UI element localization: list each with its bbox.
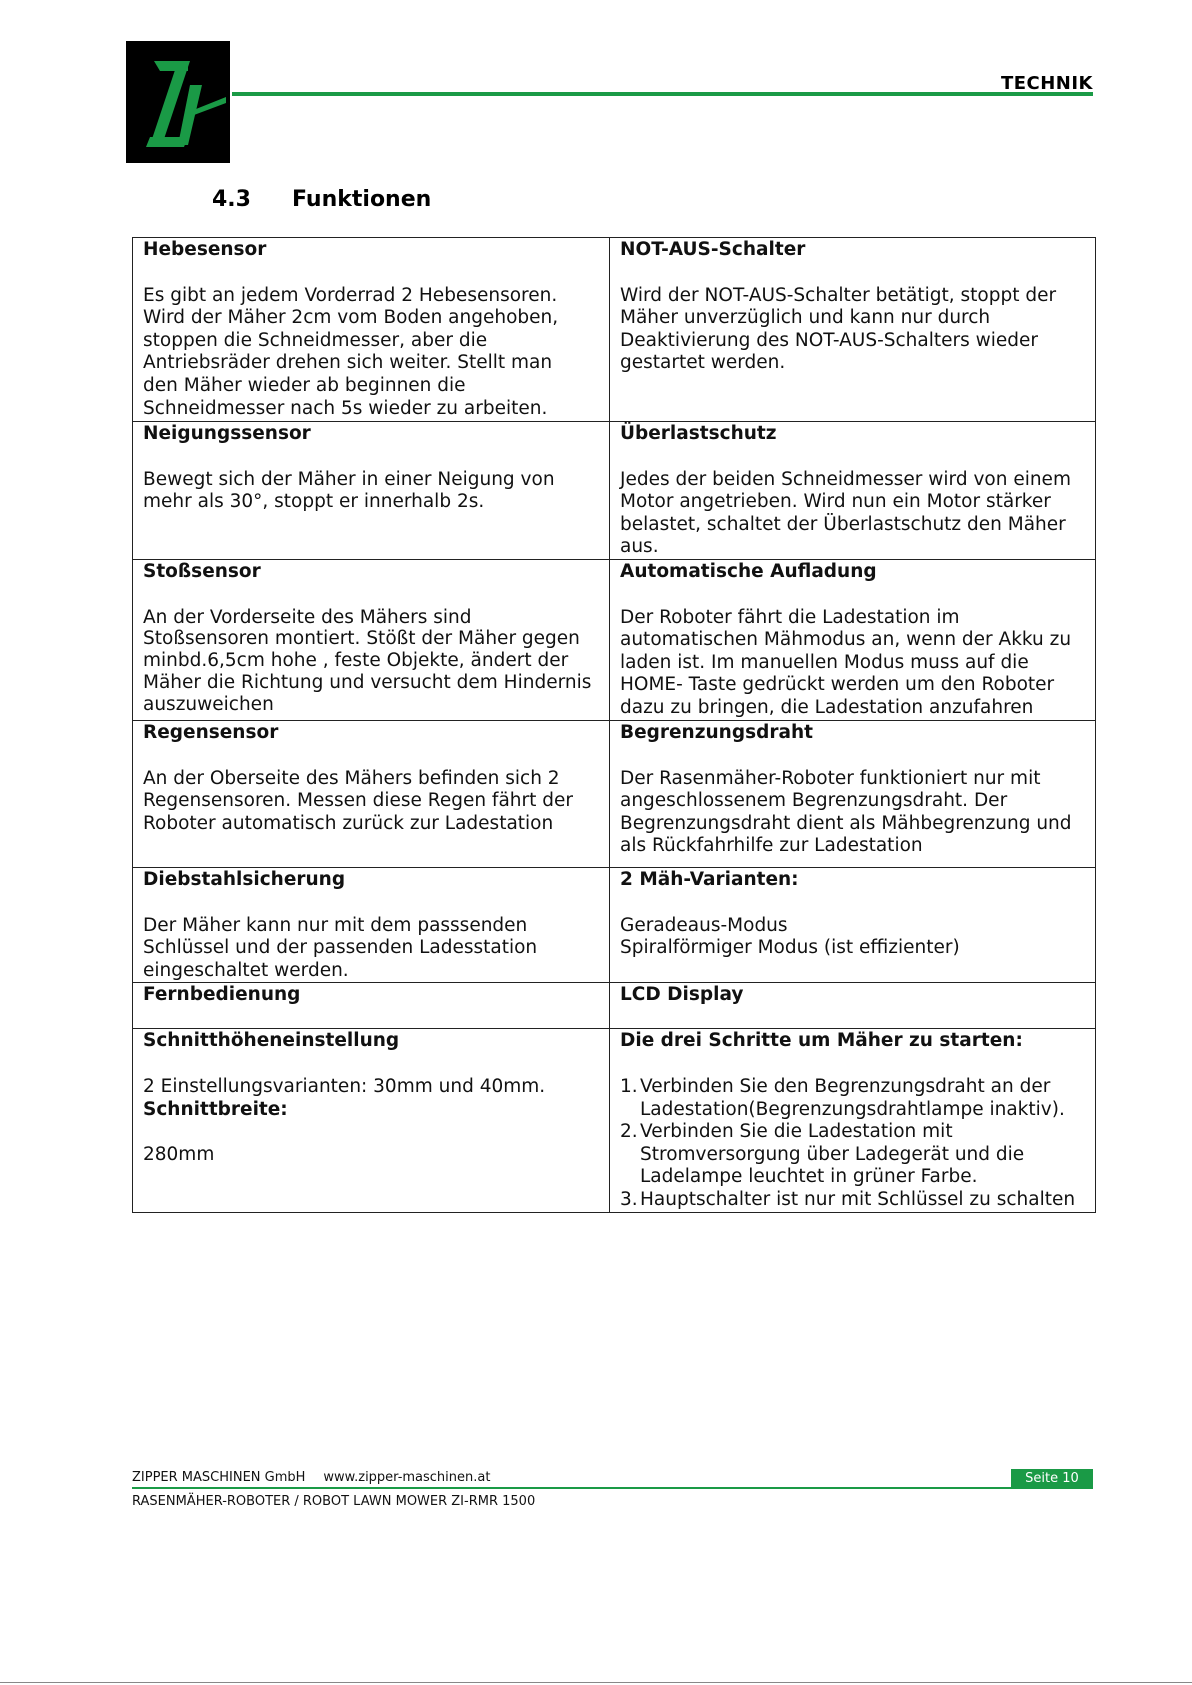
start-steps-list <box>620 1076 1085 1212</box>
cell-body <box>143 768 599 836</box>
step-text <box>640 1189 1085 1212</box>
table-cell <box>610 422 1096 560</box>
cell-title: Stoßsensor <box>143 560 261 582</box>
z-logo-icon <box>126 41 230 163</box>
section-tag: TECHNIK <box>1000 73 1093 94</box>
cell-line: als Rückfahrhilfe zur Ladestation <box>620 835 923 857</box>
table-cell <box>133 422 610 560</box>
step-text <box>640 1076 1085 1121</box>
table-cell <box>610 238 1096 422</box>
cell-title: Automatische Aufladung <box>620 560 877 582</box>
table-cell <box>610 983 1096 1029</box>
cell-line: den Mäher wieder ab beginnen die <box>143 374 466 396</box>
table-cell <box>133 867 610 982</box>
cell-body <box>620 469 1085 559</box>
company-logo <box>126 41 230 163</box>
cell-line: mehr als 30°, stoppt er innerhalb 2s. <box>143 491 485 513</box>
heading-title: Funktionen <box>292 187 432 212</box>
cell-body <box>620 607 1085 720</box>
table-row <box>133 238 1096 422</box>
cell-line: Deaktivierung des NOT-AUS-Schalters wieder <box>620 329 1039 351</box>
cell-title: Regensensor <box>143 721 279 743</box>
cell-line: Der Roboter fährt die Ladestation im <box>620 606 960 628</box>
cell-line: Regensensoren. Messen diese Regen fährt der <box>143 790 573 812</box>
cell-line: Geradeaus-Modus <box>620 914 788 936</box>
table-row <box>133 983 1096 1029</box>
cell-line <box>143 1121 599 1144</box>
footer-url-link[interactable]: www.zipper-maschinen.at <box>323 1470 491 1485</box>
list-item <box>620 1189 1085 1212</box>
functions-table <box>132 237 1096 1213</box>
cell-body <box>143 607 599 716</box>
table-row <box>133 720 1096 867</box>
cell-title: Diebstahlsicherung <box>143 868 346 890</box>
cell-line: Ladelampe leuchtet in grüner Farbe. <box>640 1166 978 1188</box>
cell-line: Jedes der beiden Schneidmesser wird von einem <box>620 468 1071 490</box>
cell-line: Roboter automatisch zurück zur Ladestation <box>143 812 554 834</box>
heading-number: 4.3 <box>212 187 251 212</box>
table-cell <box>133 720 610 867</box>
table-row <box>133 1029 1096 1213</box>
cell-line: laden ist. Im manuellen Modus muss auf die <box>620 651 1029 673</box>
cell-subtitle: Schnittbreite: <box>143 1098 288 1120</box>
cell-line: Begrenzungsdraht dient als Mähbegrenzung und <box>620 812 1072 834</box>
cell-body <box>143 469 599 514</box>
cell-title: Schnitthöheneinstellung <box>143 1030 400 1052</box>
cell-line: Stromversorgung über Ladegerät und die <box>640 1143 1025 1165</box>
cell-line: belastet, schaltet der Überlastschutz den Mäher <box>620 513 1066 535</box>
cell-line: Der Mäher kann nur mit dem passsenden <box>143 914 528 936</box>
page-heading <box>212 187 431 212</box>
cell-line: Hauptschalter ist nur mit Schlüssel zu schalten <box>640 1188 1076 1210</box>
step-number: 1. <box>620 1075 638 1097</box>
footer-rule <box>132 1487 1093 1489</box>
cell-title: NOT-AUS-Schalter <box>620 239 806 260</box>
table-cell <box>133 983 610 1029</box>
cell-line: automatischen Mähmodus an, wenn der Akku zu <box>620 629 1072 651</box>
list-item <box>620 1121 1085 1189</box>
cell-line: Antriebsräder drehen sich weiter. Stellt man <box>143 352 553 374</box>
cell-line: auszuweichen <box>143 693 274 715</box>
cell-body <box>620 285 1085 375</box>
table-cell <box>610 867 1096 982</box>
cell-line: Mäher unverzüglich und kann nur durch <box>620 307 991 329</box>
cell-line: aus. <box>620 536 659 558</box>
cell-line: Es gibt an jedem Vorderrad 2 Hebesensoren. <box>143 284 558 306</box>
table-row <box>133 559 1096 720</box>
cell-line: Spiralförmiger Modus (ist effizienter) <box>620 937 960 959</box>
cell-title: Neigungssensor <box>143 423 311 444</box>
cell-line: Motor angetrieben. Wird nun ein Motor stärker <box>620 491 1051 513</box>
cell-line: minbd.6,5cm hohe , feste Objekte, ändert der <box>143 650 569 672</box>
step-number: 2. <box>620 1121 638 1143</box>
cell-line: Der Rasenmäher-Roboter funktioniert nur mit <box>620 767 1041 789</box>
cell-line: 2 Einstellungsvarianten: 30mm und 40mm. <box>143 1075 546 1097</box>
cell-line: eingeschaltet werden. <box>143 959 349 981</box>
cell-body <box>620 915 1085 960</box>
cell-line: stoppen die Schneidmesser, aber die <box>143 329 488 351</box>
header-rule <box>232 92 1093 96</box>
cell-line: Schlüssel und der passenden Ladesstation <box>143 937 538 959</box>
table-cell <box>610 559 1096 720</box>
cell-line: Schneidmesser nach 5s wieder zu arbeiten. <box>143 397 548 419</box>
cell-line: Ladestation(Begrenzungsdrahtlampe inaktiv). <box>640 1098 1065 1120</box>
table-row <box>133 422 1096 560</box>
cell-title: Hebesensor <box>143 239 267 260</box>
cell-line: Wird der NOT-AUS-Schalter betätigt, stoppt der <box>620 284 1057 306</box>
table-cell <box>610 1029 1096 1213</box>
page-bottom-border <box>0 1682 1192 1683</box>
cell-title: Überlastschutz <box>620 423 777 444</box>
cell-title: Die drei Schritte um Mäher zu starten: <box>620 1030 1023 1052</box>
list-item <box>620 1076 1085 1121</box>
cell-value: 280mm <box>143 1143 215 1165</box>
table-cell <box>610 720 1096 867</box>
cell-body <box>620 768 1085 858</box>
cell-line: An der Vorderseite des Mähers sind <box>143 606 472 628</box>
cell-title: Fernbedienung <box>143 984 301 1006</box>
cell-title: LCD Display <box>620 984 744 1006</box>
cell-body <box>143 1076 599 1166</box>
table-cell <box>133 1029 610 1213</box>
cell-body <box>143 915 599 983</box>
cell-line: Wird der Mäher 2cm vom Boden angehoben, <box>143 307 559 329</box>
footer-company-line <box>132 1470 490 1485</box>
cell-line: gestartet werden. <box>620 352 786 374</box>
cell-line: Verbinden Sie die Ladestation mit <box>640 1121 953 1143</box>
cell-line: Stoßsensoren montiert. Stößt der Mäher gegen <box>143 628 580 650</box>
table-cell <box>133 238 610 422</box>
cell-line: Verbinden Sie den Begrenzungsdraht an der <box>640 1075 1051 1097</box>
cell-line: angeschlossenem Begrenzungsdraht. Der <box>620 790 1008 812</box>
cell-title: Begrenzungsdraht <box>620 721 813 743</box>
page-number-badge: Seite 10 <box>1011 1469 1093 1488</box>
cell-line: Mäher die Richtung und versucht dem Hindernis <box>143 671 592 693</box>
table-row <box>133 867 1096 982</box>
cell-line: dazu zu bringen, die Ladestation anzufahren <box>620 696 1034 718</box>
cell-line: An der Oberseite des Mähers befinden sich 2 <box>143 767 560 789</box>
step-number: 3. <box>620 1188 638 1210</box>
step-text <box>640 1121 1085 1189</box>
cell-line: HOME- Taste gedrückt werden um den Roboter <box>620 674 1055 696</box>
cell-line: Bewegt sich der Mäher in einer Neigung von <box>143 468 555 490</box>
cell-title: 2 Mäh-Varianten: <box>620 868 799 890</box>
footer-product: RASENMÄHER-ROBOTER / ROBOT LAWN MOWER ZI-RMR 1500 <box>132 1494 536 1509</box>
table-cell <box>133 559 610 720</box>
footer-company: ZIPPER MASCHINEN GmbH <box>132 1470 306 1485</box>
cell-body <box>143 285 599 421</box>
